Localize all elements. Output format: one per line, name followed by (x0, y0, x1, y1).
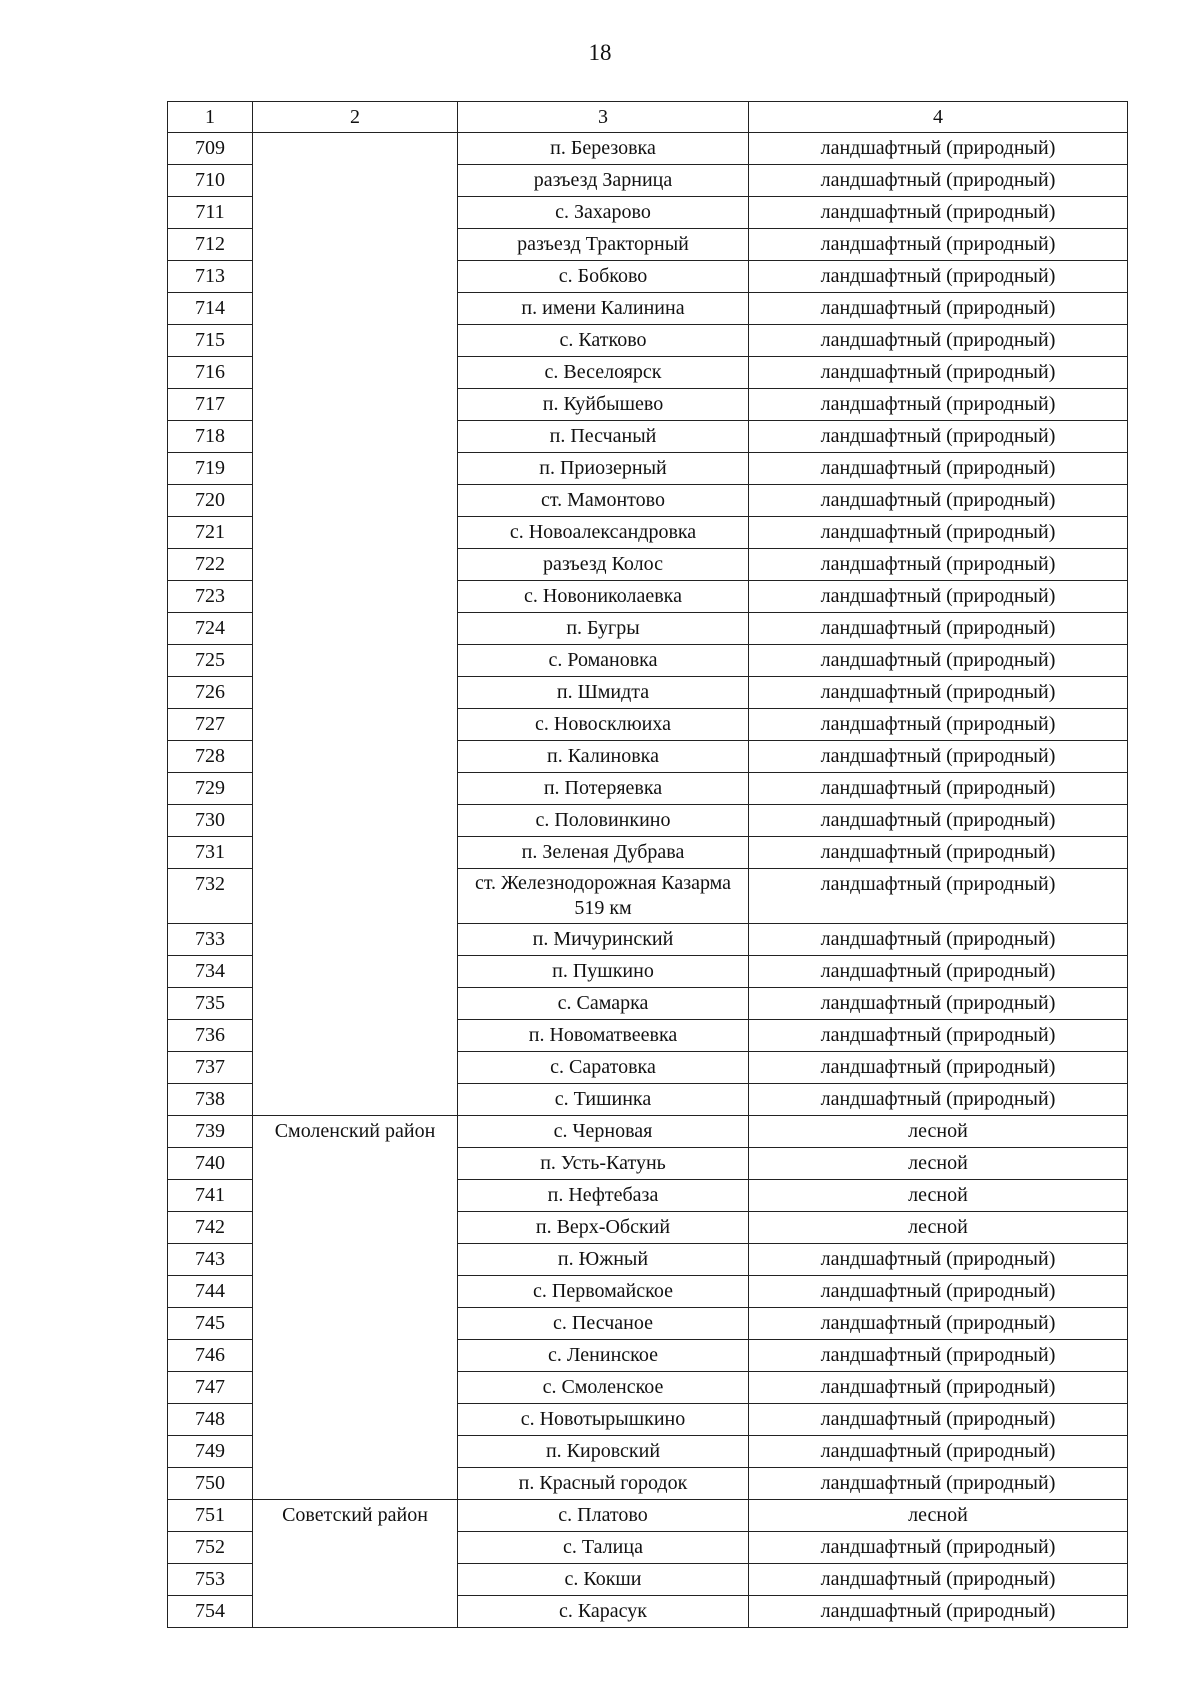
row-number: 740 (168, 1148, 253, 1180)
settlement-name: с. Тишинка (458, 1084, 749, 1116)
landscape-type: ландшафтный (природный) (749, 805, 1128, 837)
row-number: 718 (168, 421, 253, 453)
landscape-type: ландшафтный (природный) (749, 1084, 1128, 1116)
landscape-type: ландшафтный (природный) (749, 549, 1128, 581)
landscape-type: ландшафтный (природный) (749, 837, 1128, 869)
row-number: 739 (168, 1116, 253, 1148)
landscape-type: ландшафтный (природный) (749, 229, 1128, 261)
row-number: 734 (168, 956, 253, 988)
settlement-name: с. Бобково (458, 261, 749, 293)
row-number: 714 (168, 293, 253, 325)
row-number: 721 (168, 517, 253, 549)
landscape-type: ландшафтный (природный) (749, 261, 1128, 293)
row-number: 722 (168, 549, 253, 581)
row-number: 744 (168, 1276, 253, 1308)
landscape-type: ландшафтный (природный) (749, 1372, 1128, 1404)
header-cell: 2 (253, 102, 458, 133)
landscape-type: ландшафтный (природный) (749, 956, 1128, 988)
header-cell: 1 (168, 102, 253, 133)
row-number: 711 (168, 197, 253, 229)
settlement-name: п. Березовка (458, 133, 749, 165)
row-number: 725 (168, 645, 253, 677)
row-number: 748 (168, 1404, 253, 1436)
landscape-type: ландшафтный (природный) (749, 357, 1128, 389)
row-number: 749 (168, 1436, 253, 1468)
row-number: 720 (168, 485, 253, 517)
row-number: 751 (168, 1500, 253, 1532)
row-number: 747 (168, 1372, 253, 1404)
row-number: 710 (168, 165, 253, 197)
landscape-type: ландшафтный (природный) (749, 1596, 1128, 1628)
settlement-name: разъезд Тракторный (458, 229, 749, 261)
landscape-type: ландшафтный (природный) (749, 421, 1128, 453)
landscape-type: ландшафтный (природный) (749, 645, 1128, 677)
settlement-name: с. Новониколаевка (458, 581, 749, 613)
settlement-name: разъезд Зарница (458, 165, 749, 197)
settlement-name: с. Катково (458, 325, 749, 357)
settlement-name: с. Веселоярск (458, 357, 749, 389)
landscape-type: ландшафтный (природный) (749, 165, 1128, 197)
landscape-type: ландшафтный (природный) (749, 613, 1128, 645)
settlement-name: с. Песчаное (458, 1308, 749, 1340)
row-number: 742 (168, 1212, 253, 1244)
row-number: 754 (168, 1596, 253, 1628)
landscape-type: ландшафтный (природный) (749, 325, 1128, 357)
landscape-type: ландшафтный (природный) (749, 1020, 1128, 1052)
settlement-name: п. Кировский (458, 1436, 749, 1468)
settlement-name: п. Бугры (458, 613, 749, 645)
landscape-type: ландшафтный (природный) (749, 517, 1128, 549)
row-number: 743 (168, 1244, 253, 1276)
settlement-name: с. Ленинское (458, 1340, 749, 1372)
district-cell: Советский район (253, 1500, 458, 1628)
landscape-type: ландшафтный (природный) (749, 1052, 1128, 1084)
row-number: 719 (168, 453, 253, 485)
landscape-type: лесной (749, 1212, 1128, 1244)
settlement-name: п. Мичуринский (458, 924, 749, 956)
settlement-name: с. Захарово (458, 197, 749, 229)
row-number: 716 (168, 357, 253, 389)
settlement-name: с. Романовка (458, 645, 749, 677)
landscape-type: ландшафтный (природный) (749, 869, 1128, 924)
settlement-name: с. Талица (458, 1532, 749, 1564)
settlement-name: разъезд Колос (458, 549, 749, 581)
settlement-name: ст. Мамонтово (458, 485, 749, 517)
settlement-name: с. Новотырышкино (458, 1404, 749, 1436)
row-number: 717 (168, 389, 253, 421)
landscape-type: ландшафтный (природный) (749, 988, 1128, 1020)
table-row (168, 133, 1128, 165)
landscape-type: ландшафтный (природный) (749, 293, 1128, 325)
settlement-name: с. Черновая (458, 1116, 749, 1148)
row-number: 737 (168, 1052, 253, 1084)
settlement-name: п. имени Калинина (458, 293, 749, 325)
landscape-type: ландшафтный (природный) (749, 1436, 1128, 1468)
settlements-table (167, 101, 1128, 1628)
landscape-type: ландшафтный (природный) (749, 1308, 1128, 1340)
settlement-name: с. Платово (458, 1500, 749, 1532)
landscape-type: ландшафтный (природный) (749, 741, 1128, 773)
settlement-name: с. Саратовка (458, 1052, 749, 1084)
row-number: 709 (168, 133, 253, 165)
row-number: 753 (168, 1564, 253, 1596)
row-number: 713 (168, 261, 253, 293)
landscape-type: лесной (749, 1116, 1128, 1148)
settlement-name: п. Усть-Катунь (458, 1148, 749, 1180)
landscape-type: ландшафтный (природный) (749, 1468, 1128, 1500)
row-number: 736 (168, 1020, 253, 1052)
header-row (168, 102, 1128, 133)
settlement-name: п. Приозерный (458, 453, 749, 485)
table-row (168, 1500, 1128, 1532)
landscape-type: ландшафтный (природный) (749, 133, 1128, 165)
settlement-name: п. Верх-Обский (458, 1212, 749, 1244)
settlement-name: п. Красный городок (458, 1468, 749, 1500)
settlement-name: с. Новосклюиха (458, 709, 749, 741)
row-number: 730 (168, 805, 253, 837)
row-number: 738 (168, 1084, 253, 1116)
row-number: 741 (168, 1180, 253, 1212)
settlement-name: с. Кокши (458, 1564, 749, 1596)
settlement-name: п. Нефтебаза (458, 1180, 749, 1212)
landscape-type: ландшафтный (природный) (749, 389, 1128, 421)
row-number: 729 (168, 773, 253, 805)
settlement-name: п. Новоматвеевка (458, 1020, 749, 1052)
row-number: 724 (168, 613, 253, 645)
landscape-type: ландшафтный (природный) (749, 709, 1128, 741)
settlement-name: п. Потеряевка (458, 773, 749, 805)
row-number: 728 (168, 741, 253, 773)
landscape-type: ландшафтный (природный) (749, 1404, 1128, 1436)
row-number: 731 (168, 837, 253, 869)
landscape-type: лесной (749, 1148, 1128, 1180)
settlement-name: с. Первомайское (458, 1276, 749, 1308)
settlement-name: с. Половинкино (458, 805, 749, 837)
district-cell (253, 133, 458, 1116)
settlement-name: п. Пушкино (458, 956, 749, 988)
settlement-name: с. Самарка (458, 988, 749, 1020)
district-cell: Смоленский район (253, 1116, 458, 1500)
row-number: 715 (168, 325, 253, 357)
row-number: 735 (168, 988, 253, 1020)
row-number: 732 (168, 869, 253, 924)
header-cell: 4 (749, 102, 1128, 133)
landscape-type: ландшафтный (природный) (749, 924, 1128, 956)
settlement-name: п. Зеленая Дубрава (458, 837, 749, 869)
row-number: 746 (168, 1340, 253, 1372)
landscape-type: ландшафтный (природный) (749, 197, 1128, 229)
landscape-type: ландшафтный (природный) (749, 773, 1128, 805)
row-number: 726 (168, 677, 253, 709)
header-cell: 3 (458, 102, 749, 133)
settlement-name: п. Калиновка (458, 741, 749, 773)
row-number: 750 (168, 1468, 253, 1500)
landscape-type: ландшафтный (природный) (749, 1340, 1128, 1372)
landscape-type: ландшафтный (природный) (749, 581, 1128, 613)
settlement-name: п. Куйбышево (458, 389, 749, 421)
table-row (168, 1116, 1128, 1148)
settlement-name: с. Карасук (458, 1596, 749, 1628)
page-number: 18 (588, 40, 612, 65)
landscape-type: ландшафтный (природный) (749, 1276, 1128, 1308)
landscape-type: ландшафтный (природный) (749, 453, 1128, 485)
settlement-name: п. Южный (458, 1244, 749, 1276)
landscape-type: ландшафтный (природный) (749, 677, 1128, 709)
landscape-type: ландшафтный (природный) (749, 1564, 1128, 1596)
settlement-name: с. Смоленское (458, 1372, 749, 1404)
landscape-type: ландшафтный (природный) (749, 1532, 1128, 1564)
row-number: 733 (168, 924, 253, 956)
row-number: 745 (168, 1308, 253, 1340)
settlement-name: ст. Железнодорожная Казарма 519 км (458, 869, 749, 924)
settlement-name: п. Шмидта (458, 677, 749, 709)
landscape-type: лесной (749, 1500, 1128, 1532)
row-number: 712 (168, 229, 253, 261)
settlement-name: п. Песчаный (458, 421, 749, 453)
row-number: 752 (168, 1532, 253, 1564)
landscape-type: ландшафтный (природный) (749, 485, 1128, 517)
settlement-name: с. Новоалександровка (458, 517, 749, 549)
landscape-type: ландшафтный (природный) (749, 1244, 1128, 1276)
row-number: 723 (168, 581, 253, 613)
landscape-type: лесной (749, 1180, 1128, 1212)
row-number: 727 (168, 709, 253, 741)
